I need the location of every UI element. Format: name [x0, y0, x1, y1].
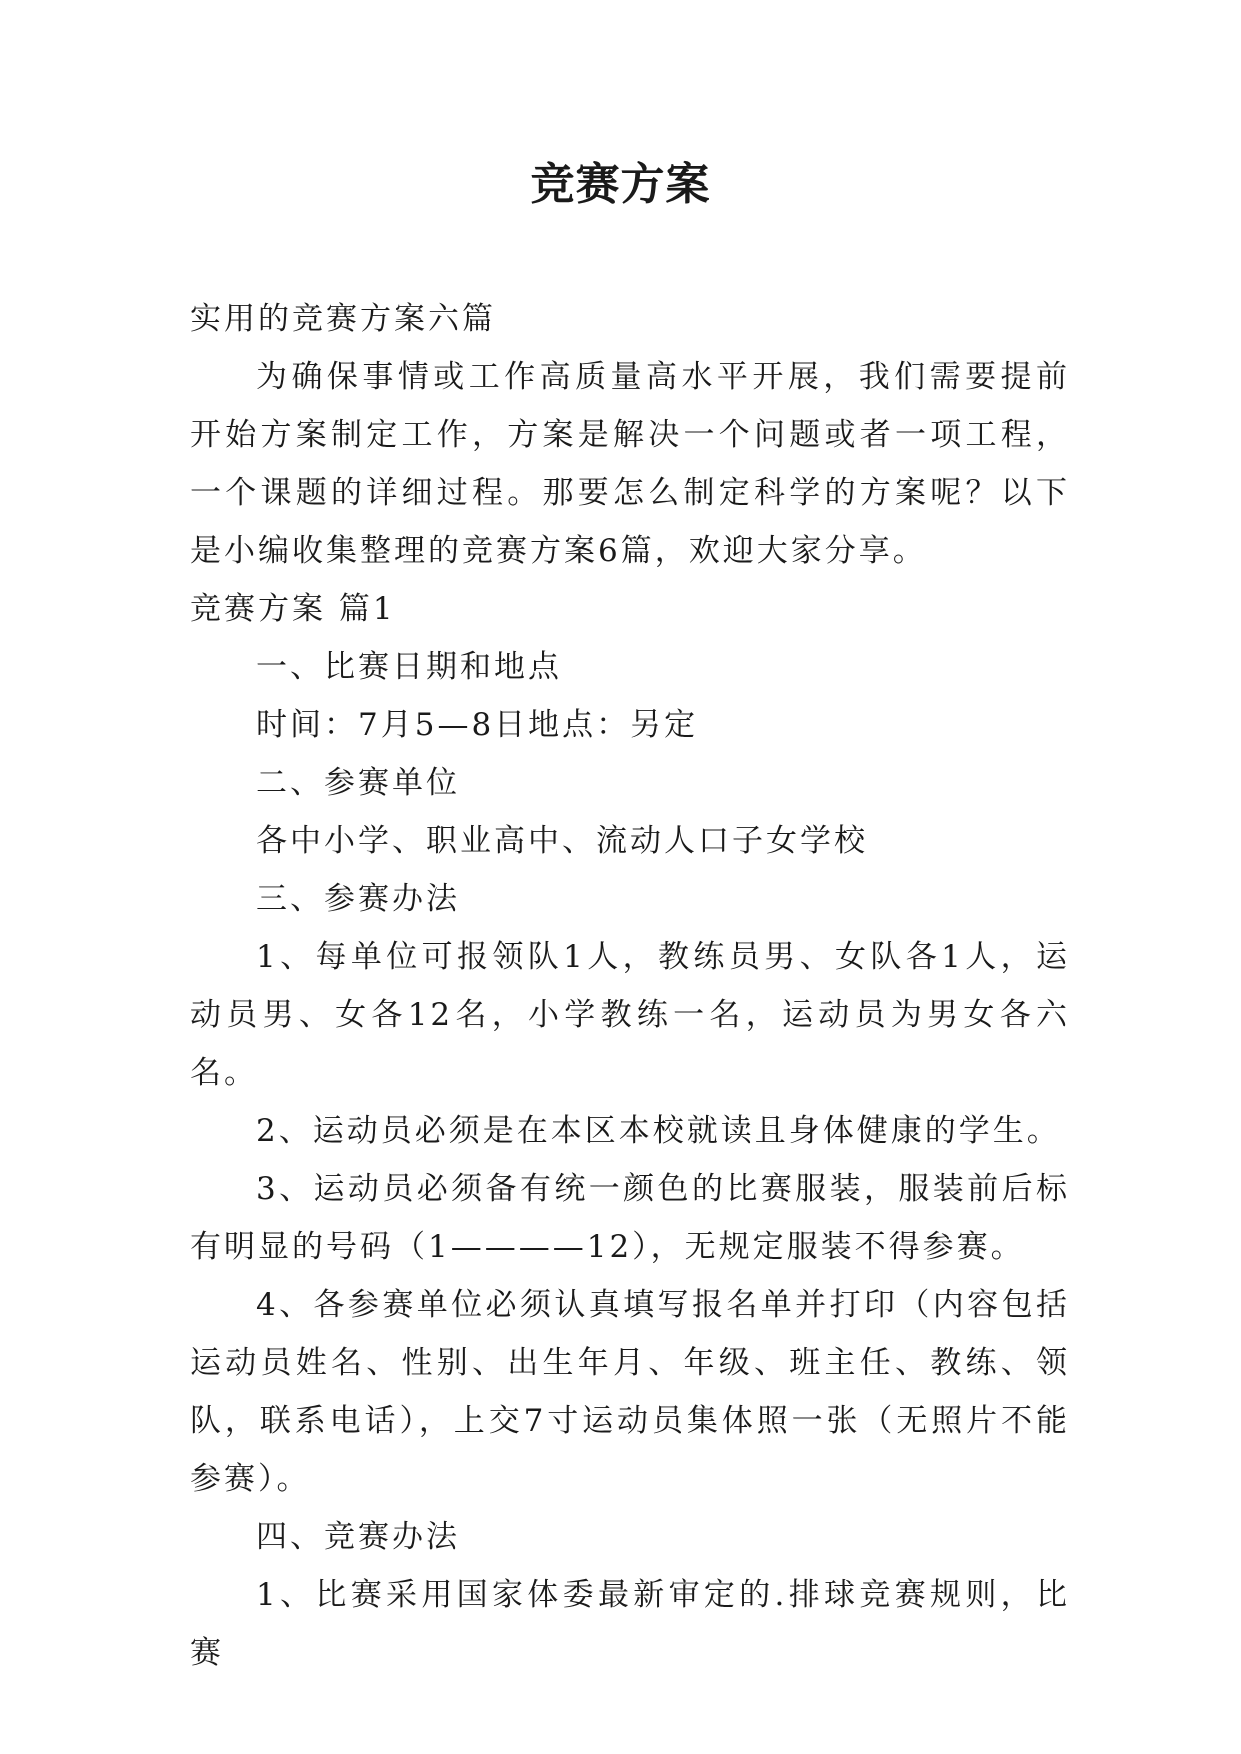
rule-1-paragraph: 1、每单位可报领队1人，教练员男、女队各1人，运动员男、女各12名，小学教练一名，运动员为男女各六名。: [190, 939, 1070, 1091]
units-line: 各中小学、职业高中、流动人口子女学校: [256, 823, 868, 859]
intro-paragraph: 为确保事情或工作高质量高水平开展，我们需要提前开始方案制定工作，方案是解决一个问题或者一项工程，一个课题的详细过程。那要怎么制定科学的方案呢？以下是小编收集整理的竞赛方案6篇，欢迎大家分享。: [190, 359, 1070, 569]
document-body: [190, 290, 1070, 1682]
rule-4-paragraph: 4、各参赛单位必须认真填写报名单并打印（内容包括运动员姓名、性别、出生年月、年级、班主任、教练、领队，联系电话），上交7寸运动员集体照一张（无照片不能参赛）。: [190, 1287, 1070, 1497]
subtitle-line: 实用的竞赛方案六篇: [190, 301, 496, 337]
item-heading-units: 二、参赛单位: [256, 765, 460, 801]
item-heading-competition: 四、竞赛办法: [256, 1519, 460, 1555]
rule-2-paragraph: 2、运动员必须是在本区本校就读且身体健康的学生。: [256, 1113, 1061, 1149]
time-place-line: 时间：7月5—8日地点：另定: [256, 707, 699, 743]
item-heading-method: 三、参赛办法: [256, 881, 460, 917]
section-heading: 竞赛方案 篇1: [190, 591, 396, 627]
item-heading-date-place: 一、比赛日期和地点: [256, 649, 562, 685]
competition-rule-1-paragraph: 1、比赛采用国家体委最新审定的.排球竞赛规则，比赛: [190, 1577, 1070, 1671]
rule-3-paragraph: 3、运动员必须备有统一颜色的比赛服装，服装前后标有明显的号码（1————12），无规定服装不得参赛。: [190, 1171, 1070, 1265]
document-title: 竞赛方案: [530, 159, 711, 210]
